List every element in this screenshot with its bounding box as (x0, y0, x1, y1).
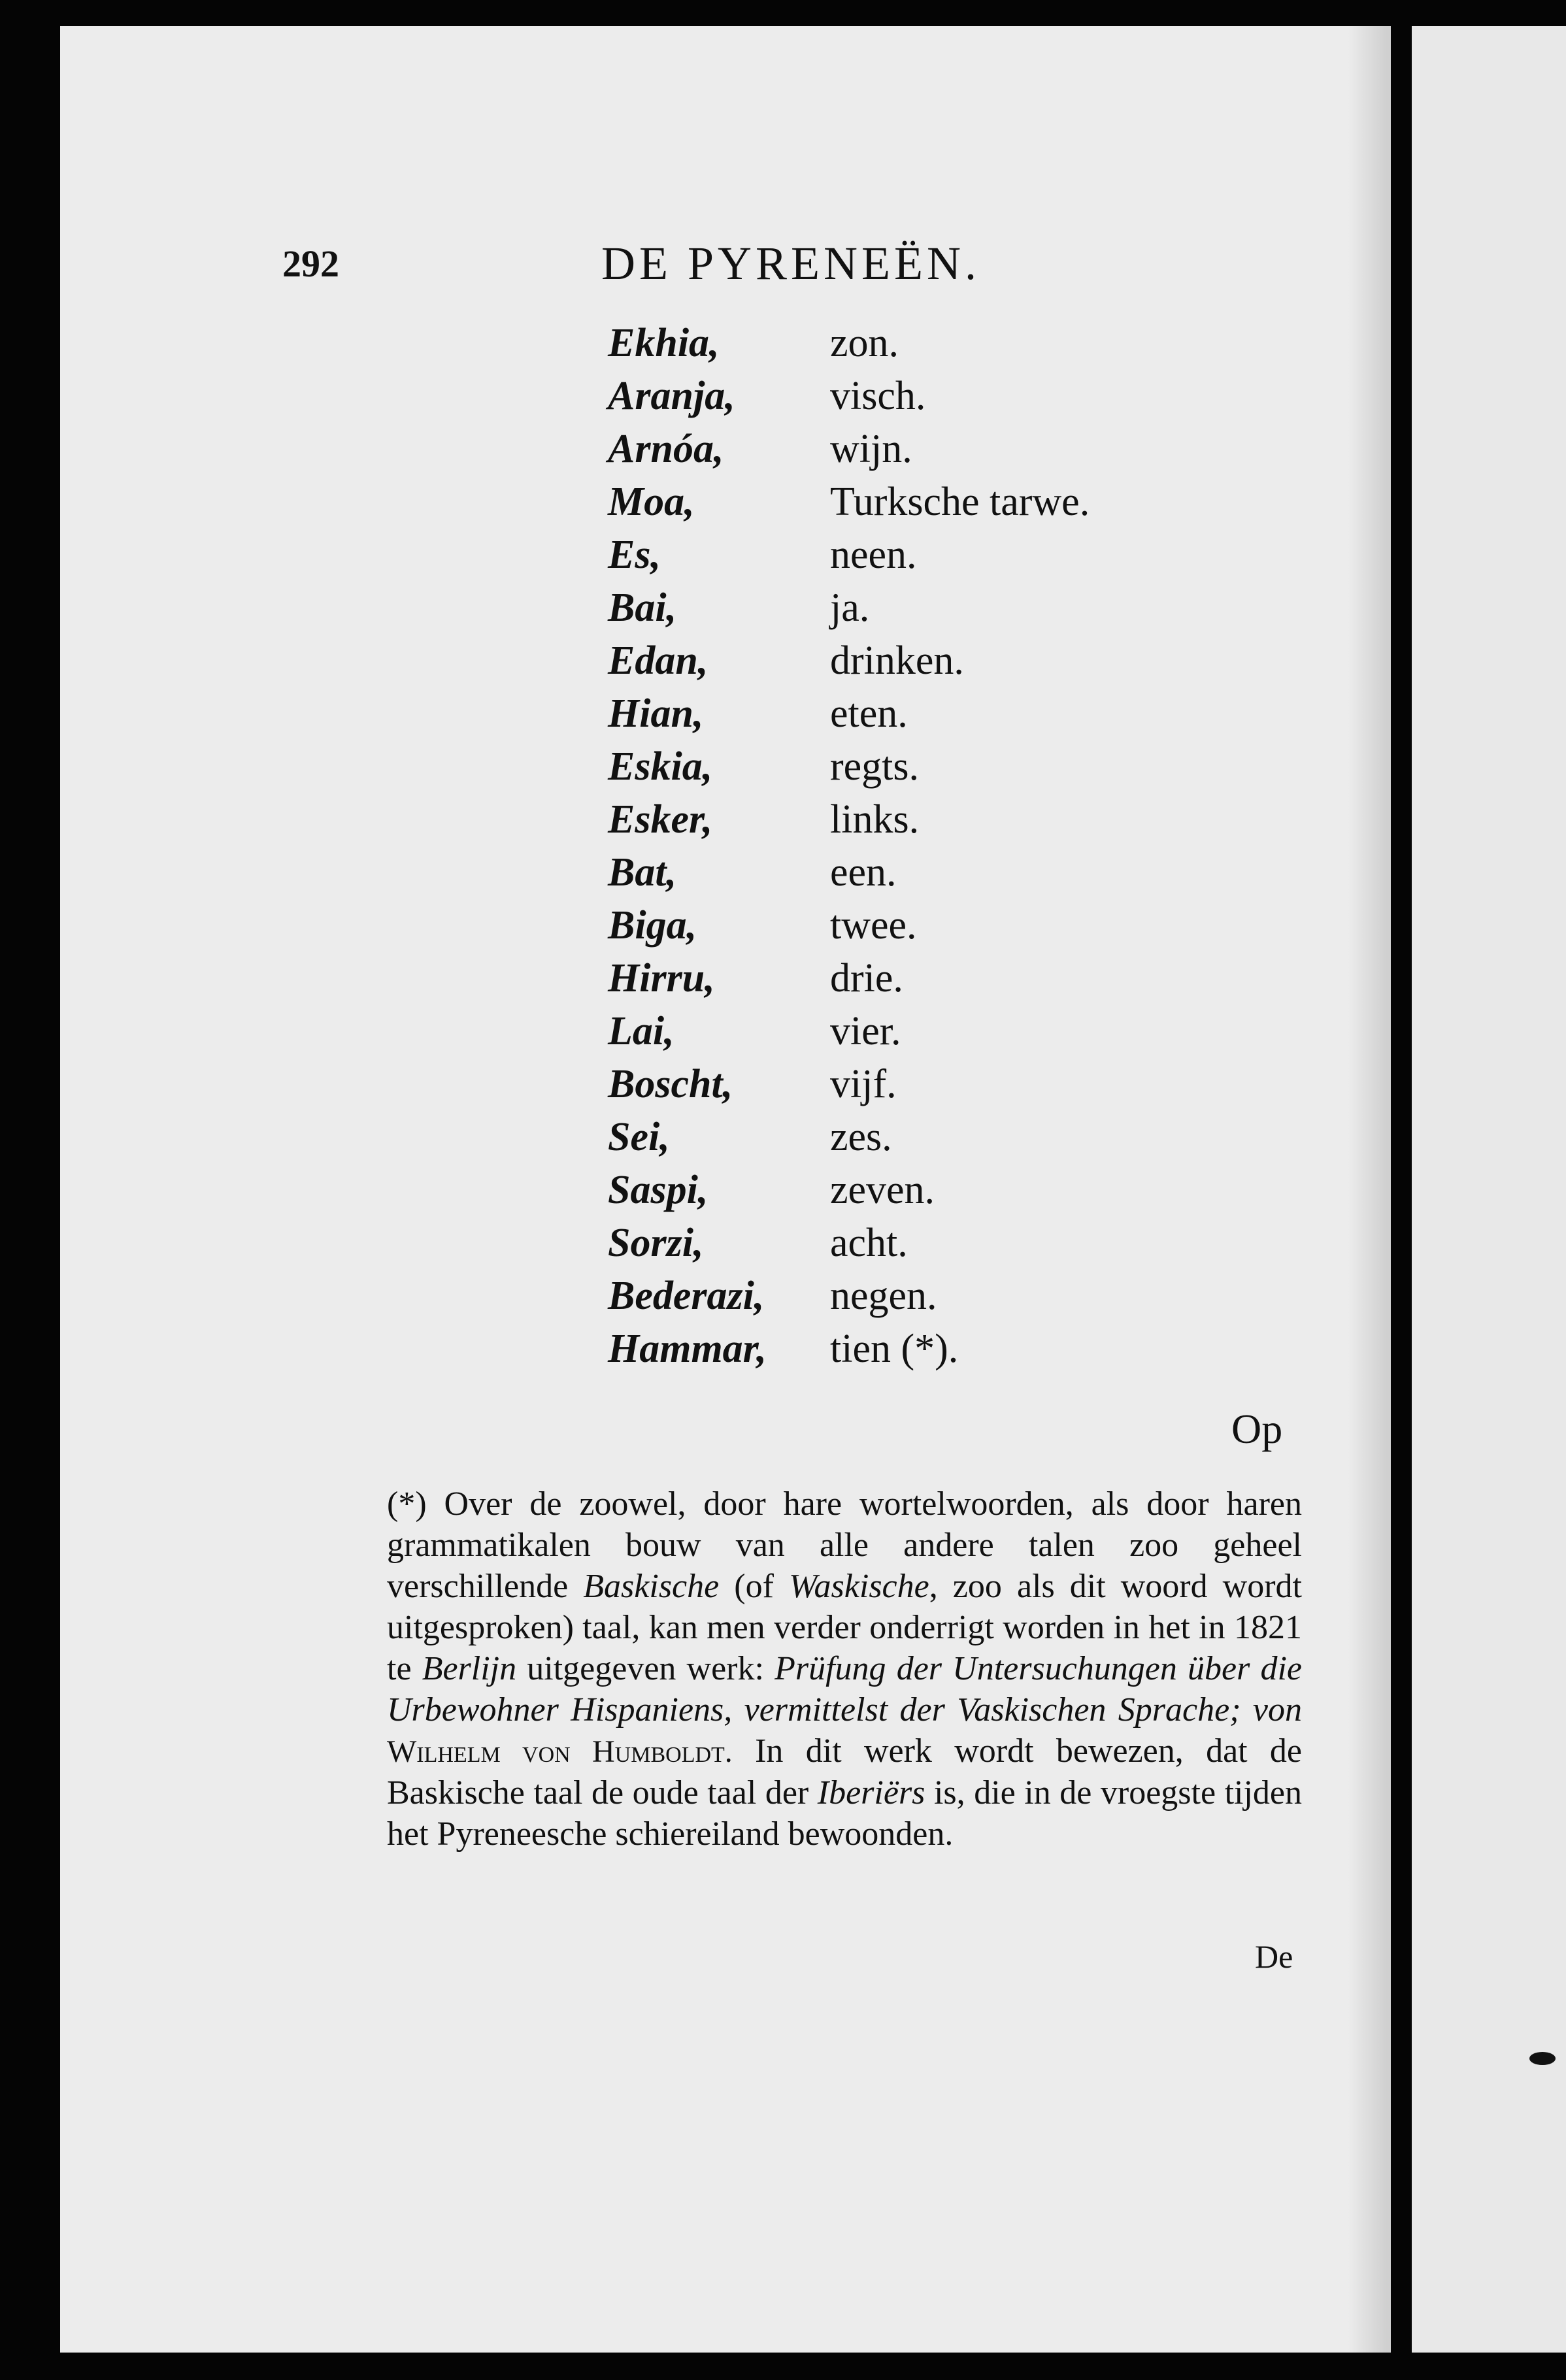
basque-term: Ekhia, (608, 321, 720, 365)
dutch-gloss: drinken. (830, 638, 964, 683)
catchword-bottom: De (1255, 1938, 1293, 1975)
dutch-gloss: vier. (830, 1009, 901, 1053)
basque-term: Esker, (608, 797, 713, 842)
dutch-gloss: acht. (830, 1221, 908, 1265)
footnote-author: Wilhelm von Humboldt. (387, 1734, 733, 1769)
adjacent-page-edge (1412, 26, 1566, 2353)
ink-spot (1529, 2052, 1556, 2065)
footnote-italic: Iberiërs (817, 1774, 925, 1811)
basque-term: Hian, (608, 691, 704, 736)
dutch-gloss: links. (830, 797, 920, 842)
basque-term: Aranja, (608, 374, 735, 418)
footnote-italic: von (1252, 1691, 1302, 1728)
dutch-gloss: visch. (830, 374, 926, 418)
footnote-italic: Waskische (789, 1568, 929, 1605)
dutch-gloss: zon. (830, 321, 899, 365)
basque-term: Arnóa, (608, 427, 724, 471)
basque-term: Saspi, (608, 1168, 708, 1212)
basque-term: Edan, (608, 638, 708, 683)
basque-term: Bai, (608, 586, 677, 630)
basque-term: Hammar, (608, 1327, 767, 1371)
dutch-gloss: negen. (830, 1274, 937, 1318)
footnote-italic: Berlijn (422, 1650, 517, 1687)
footnote-book-title: Prüfung der Untersuchungen über die Urbewohner Hispaniens, vermittelst der Vaskischen Sprache; (387, 1650, 1303, 1728)
basque-term: Bat, (608, 850, 677, 895)
dutch-gloss: eten. (830, 691, 908, 736)
basque-term: Lai, (608, 1009, 675, 1053)
running-title: DE PYRENEËN. (601, 237, 980, 289)
dutch-gloss: regts. (830, 744, 920, 789)
basque-term: Moa, (608, 480, 695, 524)
footnote-text (1241, 1691, 1253, 1728)
basque-term: Es, (608, 533, 661, 577)
dutch-gloss: twee. (830, 903, 917, 948)
dutch-gloss: tien (*). (830, 1327, 959, 1371)
basque-term: Hirru, (608, 956, 715, 1000)
basque-term: Sei, (608, 1115, 670, 1159)
dutch-gloss: drie. (830, 956, 903, 1000)
basque-term: Sorzi, (608, 1221, 704, 1265)
footnote-text: is, die in de vroegste tijden het Pyreneesche schiereiland bewoonden. (387, 1774, 1302, 1853)
basque-term: Biga, (608, 903, 697, 948)
dutch-gloss: ja. (830, 586, 870, 630)
footnote-text: In dit werk wordt bewezen, dat de Baskische taal de oude taal der (387, 1732, 1302, 1811)
footnote-text: , zoo als dit woord wordt uitgesproken) taal, kan men verder onderrigt worden in het in 1821 te (387, 1568, 1302, 1687)
footnote-paragraph (387, 1483, 1302, 1855)
basque-term: Bederazi, (608, 1274, 765, 1318)
dutch-gloss: Turksche tarwe. (830, 480, 1090, 524)
dutch-gloss: wijn. (830, 427, 912, 471)
page-number: 292 (282, 242, 339, 285)
dutch-gloss: zes. (830, 1115, 892, 1159)
basque-term: Eskia, (608, 744, 713, 789)
basque-term: Boscht, (608, 1062, 733, 1106)
footnote-text: (of (719, 1568, 790, 1605)
footnote (387, 1483, 1302, 1855)
dutch-gloss: neen. (830, 533, 917, 577)
footnote-text: uitgegeven werk: (516, 1650, 775, 1687)
footnote-text: (*) Over de zoowel, door hare wortelwoorden, als door haren grammatikalen bouw van alle andere talen zoo geheel verschillende (387, 1485, 1302, 1605)
catchword-top: Op (1231, 1406, 1283, 1452)
footnote-italic: Baskische (583, 1568, 720, 1605)
dutch-gloss: zeven. (830, 1168, 935, 1212)
dutch-gloss: een. (830, 850, 897, 895)
dutch-gloss: vijf. (830, 1062, 897, 1106)
